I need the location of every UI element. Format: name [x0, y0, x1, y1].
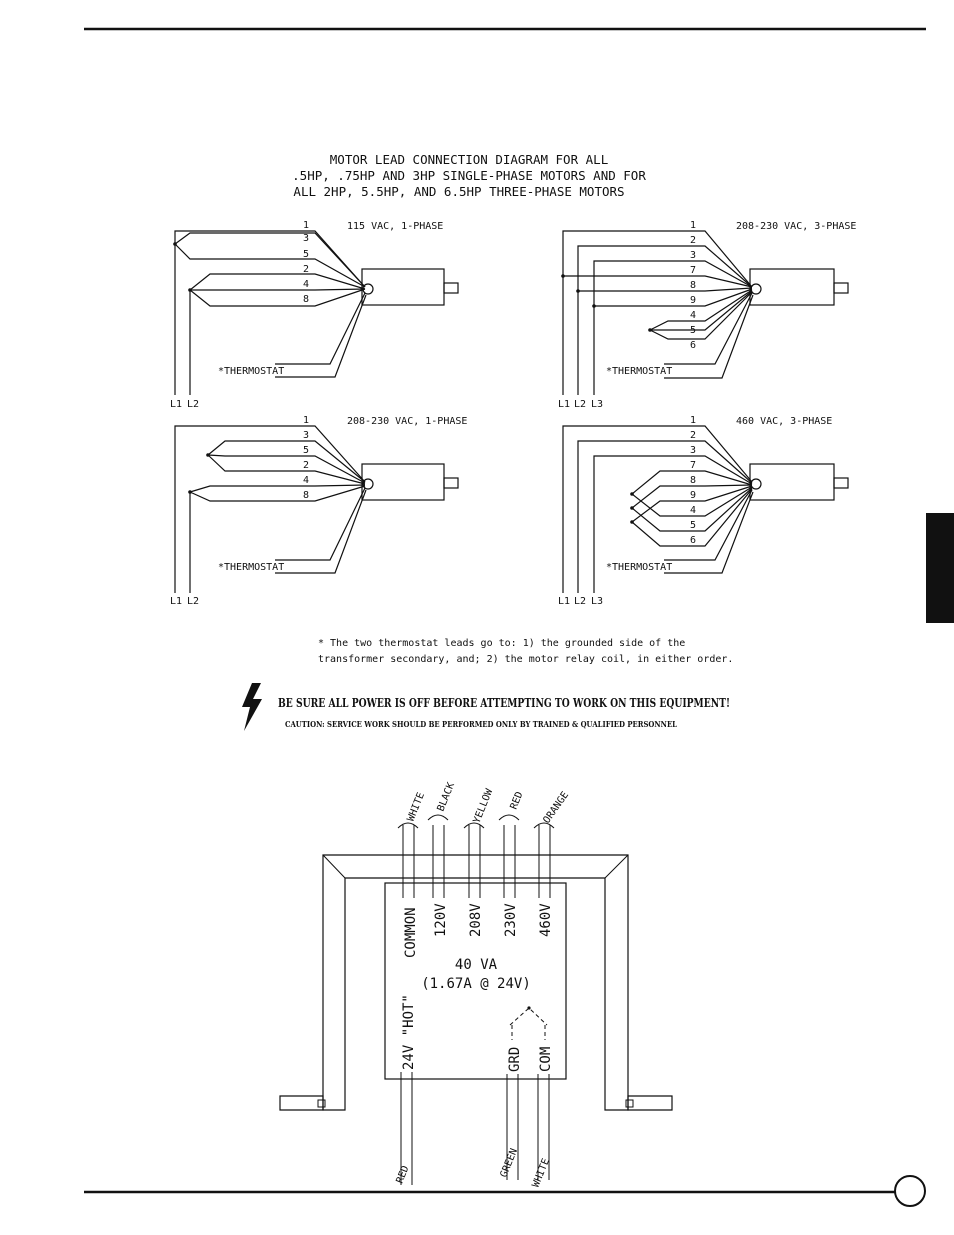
lead-label: 1 — [303, 220, 310, 231]
line-label-l3: L3 — [591, 596, 604, 607]
primary-wire-label: YELLOW — [471, 787, 496, 826]
primary-wire-label: RED — [508, 790, 526, 812]
lead-label: 6 — [690, 340, 697, 351]
line-label-l1: L1 — [558, 399, 571, 410]
lead-label: 5 — [303, 249, 310, 260]
secondary-tap-label: COM — [538, 1046, 554, 1072]
thermostat-footnote — [318, 638, 733, 665]
rating-detail-label: (1.67A @ 24V) — [421, 976, 531, 992]
transformer-diagram — [280, 781, 672, 1189]
lead-label: 3 — [690, 445, 697, 456]
lead-label: 1 — [690, 220, 697, 231]
title-line-2: .5HP, .75HP AND 3HP SINGLE-PHASE MOTORS AND FOR — [292, 168, 646, 183]
lead-label: 8 — [690, 475, 697, 486]
line-label-l3: L3 — [591, 399, 604, 410]
voltage-label: 115 VAC, 1-PHASE — [347, 221, 444, 232]
diagram-115vac-1phase — [170, 220, 458, 410]
thermostat-label: *THERMOSTAT — [606, 562, 673, 573]
primary-tap-label: 230V — [503, 903, 519, 937]
lead-label: 3 — [303, 430, 310, 441]
line-label-l2: L2 — [574, 399, 587, 410]
diagram-208-230vac-1phase — [170, 415, 467, 607]
lead-label: 2 — [303, 460, 310, 471]
voltage-label: 208-230 VAC, 3-PHASE — [736, 221, 857, 232]
diagram-title — [292, 152, 646, 199]
secondary-tap-label: 24V "HOT" — [401, 994, 417, 1070]
page-number-circle — [895, 1176, 925, 1206]
primary-tap-label: COMMON — [403, 907, 419, 958]
diagram-208-230vac-3phase — [558, 220, 856, 410]
lead-label: 7 — [690, 265, 697, 276]
lightning-bolt-icon — [242, 683, 262, 731]
lead-label: 8 — [690, 280, 697, 291]
line-label-l1: L1 — [558, 596, 571, 607]
line-label-l2: L2 — [187, 399, 200, 410]
secondary-tap-label: GRD — [507, 1046, 523, 1072]
primary-wire-label: WHITE — [405, 791, 428, 824]
line-label-l1: L1 — [170, 399, 183, 410]
secondary-wire-label: GREEN — [498, 1147, 521, 1180]
lead-label: 3 — [303, 233, 310, 244]
lead-label: 1 — [690, 415, 697, 426]
primary-tap-label: 208V — [468, 903, 484, 937]
title-line-3: ALL 2HP, 5.5HP, AND 6.5HP THREE-PHASE MOTORS — [293, 184, 625, 199]
voltage-label: 208-230 VAC, 1-PHASE — [347, 416, 468, 427]
thermostat-label: *THERMOSTAT — [606, 366, 673, 377]
lead-label: 4 — [303, 279, 310, 290]
primary-tap-label: 460V — [538, 903, 554, 937]
line-label-l1: L1 — [170, 596, 183, 607]
secondary-wire-label: RED — [394, 1164, 412, 1186]
thermostat-label: *THERMOSTAT — [218, 366, 285, 377]
lead-label: 9 — [690, 490, 697, 501]
title-line-1: MOTOR LEAD CONNECTION DIAGRAM FOR ALL — [329, 152, 609, 167]
warning-line-1: BE SURE ALL POWER IS OFF BEFORE ATTEMPTING TO WORK ON THIS EQUIPMENT! — [278, 696, 730, 710]
lead-label: 8 — [303, 294, 310, 305]
side-tab — [926, 513, 954, 623]
line-label-l2: L2 — [187, 596, 200, 607]
warning-line-2: CAUTION: SERVICE WORK SHOULD BE PERFORMED ONLY BY TRAINED & QUALIFIED PERSONNEL — [285, 720, 678, 730]
lead-label: 7 — [690, 460, 697, 471]
primary-wire-label: ORANGE — [541, 789, 572, 826]
primary-tap-label: 120V — [433, 903, 449, 937]
lead-label: 5 — [303, 445, 310, 456]
lead-label: 4 — [690, 310, 697, 321]
footnote-line-2: transformer secondary, and; 2) the motor relay coil, in either order. — [318, 654, 734, 665]
primary-wire-label: BLACK — [435, 781, 458, 814]
lead-label: 5 — [690, 325, 697, 336]
lead-label: 4 — [303, 475, 310, 486]
lead-label: 9 — [690, 295, 697, 306]
secondary-wire-label: WHITE — [530, 1157, 553, 1190]
thermostat-label: *THERMOSTAT — [218, 562, 285, 573]
lead-label: 6 — [690, 535, 697, 546]
lead-label: 8 — [303, 490, 310, 501]
footnote-line-1: * The two thermostat leads go to: 1) the grounded side of the — [318, 638, 686, 649]
lead-label: 1 — [303, 415, 310, 426]
voltage-label: 460 VAC, 3-PHASE — [736, 416, 833, 427]
lead-label: 4 — [690, 505, 697, 516]
safety-warning — [242, 683, 730, 731]
lead-label: 3 — [690, 250, 697, 261]
lead-label: 2 — [690, 430, 697, 441]
rating-label: 40 VA — [454, 957, 498, 973]
lead-label: 5 — [690, 520, 697, 531]
line-label-l2: L2 — [574, 596, 587, 607]
lead-label: 2 — [690, 235, 697, 246]
diagram-460vac-3phase — [558, 415, 848, 607]
lead-label: 2 — [303, 264, 310, 275]
